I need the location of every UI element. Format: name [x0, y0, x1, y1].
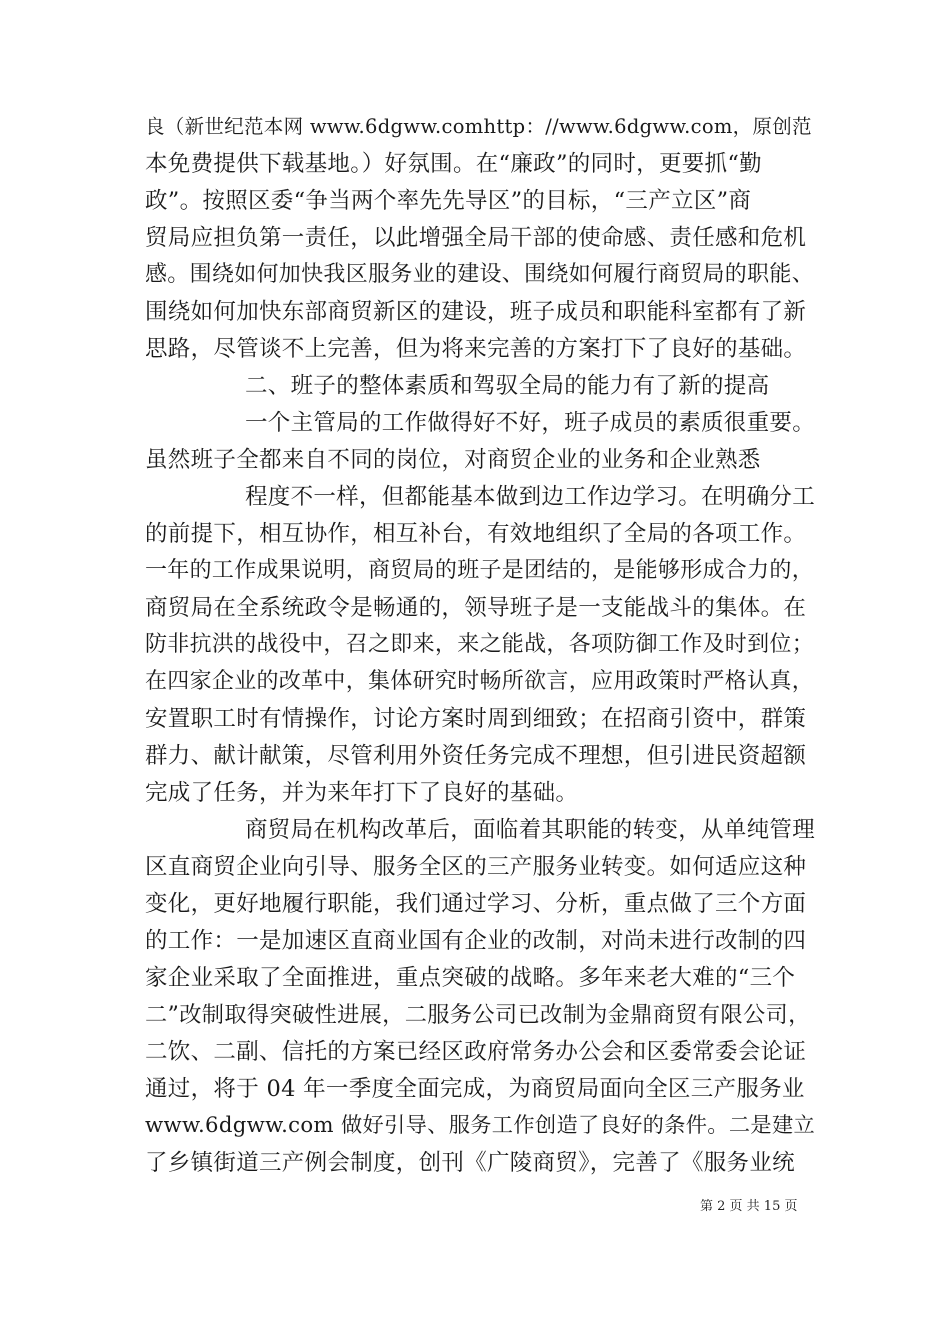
- text-line: 二”改制取得突破性进展，二服务公司已改制为金鼎商贸有限公司，: [145, 1002, 811, 1028]
- text-line: 防非抗洪的战役中，召之即来，来之能战，各项防御工作及时到位；: [145, 632, 815, 657]
- text-line: 政”。按照区委“争当两个率先先导区”的目标，“三产立区”商: [145, 188, 752, 214]
- text-line: 商贸局在机构改革后，面临着其职能的转变，从单纯管理: [245, 817, 816, 843]
- text-line: 通过，将于 04 年一季度全面完成，为商贸局面向全区三产服务业: [145, 1076, 805, 1102]
- text-line: www.6dgww.com 做好引导、服务工作创造了良好的条件。二是建立: [145, 1113, 816, 1138]
- text-line: 虽然班子全都来自不同的岗位，对商贸企业的业务和企业熟悉: [145, 447, 761, 473]
- text-line: 二饮、二副、信托的方案已经区政府常务办公会和区委常委会论证: [145, 1039, 807, 1065]
- text-line: 在四家企业的改革中，集体研究时畅所欲言，应用政策时严格认真，: [145, 669, 815, 694]
- text-line: 区直商贸企业向引导、服务全区的三产服务业转变。如何适应这种: [145, 854, 807, 880]
- text-line: 完成了任务，并为来年打下了良好的基础。: [145, 780, 579, 806]
- section-heading: 二、班子的整体素质和驾驭全局的能力有了新的提高: [245, 373, 770, 399]
- text-line: 围绕如何加快东部商贸新区的建设，班子成员和职能科室都有了新: [145, 299, 807, 325]
- text-line: 家企业采取了全面推进，重点突破的战略。多年来老大难的“三个: [145, 965, 796, 991]
- text-line: 思路，尽管谈不上完善，但为将来完善的方案打下了良好的基础。: [145, 336, 807, 362]
- text-line: 安置职工时有情操作，讨论方案时周到细致；在招商引资中，群策: [145, 706, 807, 732]
- text-line: 的工作：一是加速区直商业国有企业的改制，对尚未进行改制的四: [145, 928, 807, 954]
- text-line: 变化，更好地履行职能，我们通过学习、分析，重点做了三个方面: [145, 891, 807, 917]
- text-line: 群力、献计献策，尽管利用外资任务完成不理想，但引进民资超额: [145, 743, 807, 769]
- text-line: 了乡镇街道三产例会制度，创刊《广陵商贸》，完善了《服务业统: [145, 1150, 795, 1176]
- text-line: 商贸局在全系统政令是畅通的，领导班子是一支能战斗的集体。在: [145, 595, 807, 621]
- page-number-footer: 第 2 页 共 15 页: [700, 1199, 798, 1214]
- text-line: 感。围绕如何加快我区服务业的建设、围绕如何履行商贸局的职能、: [145, 262, 815, 287]
- text-line: 一年的工作成果说明，商贸局的班子是团结的，是能够形成合力的，: [145, 558, 815, 583]
- text-line: 良（新世纪范本网 www.6dgww.comhttp：//www.6dgww.com，原创范: [145, 115, 812, 138]
- text-line: 贸局应担负第一责任，以此增强全局干部的使命感、责任感和危机: [145, 225, 807, 251]
- text-line: 本免费提供下载基地。）好氛围。在“廉政”的同时，更要抓“勤: [145, 151, 762, 177]
- text-line: 的前提下，相互协作，相互补台，有效地组织了全局的各项工作。: [145, 521, 807, 547]
- text-line: 一个主管局的工作做得好不好，班子成员的素质很重要。: [245, 410, 816, 436]
- text-line: 程度不一样，但都能基本做到边工作边学习。在明确分工: [245, 484, 816, 510]
